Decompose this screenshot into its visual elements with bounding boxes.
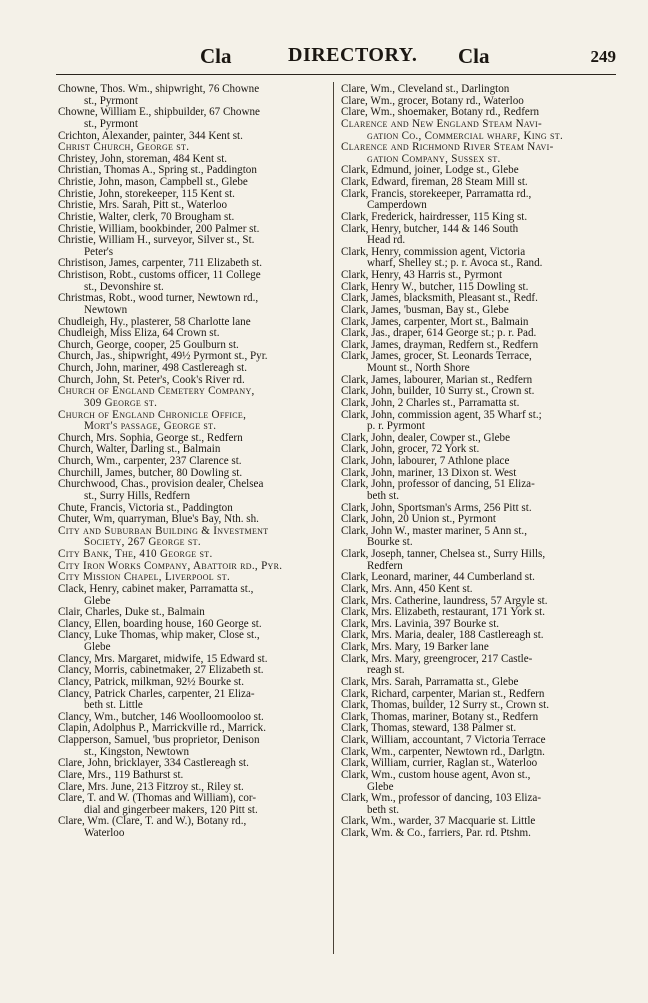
entry-line: Clancy, Patrick, milkman, 92½ Bourke st. — [58, 675, 244, 688]
entry-line: Church of England Chronicle Office, — [58, 408, 247, 421]
header-right-guide: Cla — [458, 44, 490, 68]
entry-line: Clapin, Adolphus P., Marrickville rd., Marrick. — [58, 722, 266, 735]
entry-line: Clark, Joseph, tanner, Chelsea st., Surry Hills, — [341, 548, 546, 560]
entry-line: Clark, James, carpenter, Mort st., Balmain — [341, 315, 529, 328]
entry-line: Clare, T. and W. (Thomas and William), cor- — [58, 792, 257, 805]
directory-entry — [341, 677, 613, 689]
directory-entry — [341, 607, 613, 619]
directory-entry — [58, 235, 330, 258]
entry-line: Clare, Wm., grocer, Botany rd., Waterloo — [341, 94, 524, 107]
entry-line: Christ Church, George st. — [58, 141, 190, 154]
directory-entry — [58, 689, 330, 712]
directory-entry — [341, 735, 613, 747]
entry-line: Clark, Thomas, builder, 12 Surry st., Crown st. — [341, 699, 549, 712]
entry-line: Christie, William, bookbinder, 200 Palmer st. — [58, 222, 260, 235]
entry-line: Clark, Mrs. Maria, dealer, 188 Castlereagh st. — [341, 629, 544, 642]
directory-entry — [58, 363, 330, 375]
entry-line: Clark, James, drayman, Redfern st., Redfern — [341, 338, 539, 351]
entry-line: Clark, John, commission agent, 35 Wharf st.; — [341, 408, 542, 421]
entry-line: Chuter, Wm, quarryman, Blue's Bay, Nth. sh. — [58, 513, 259, 526]
directory-entry — [58, 212, 330, 224]
entry-line: Clark, Wm., professor of dancing, 103 Eliza- — [341, 792, 542, 805]
entry-line: Clancy, Ellen, boarding house, 160 George st. — [58, 617, 262, 630]
entry-line: Clancy, Morris, cabinetmaker, 27 Elizabeth st. — [58, 664, 264, 677]
header-title: DIRECTORY. — [288, 44, 418, 66]
directory-entry — [58, 293, 330, 316]
directory-entry — [341, 177, 613, 189]
directory-entry — [58, 270, 330, 293]
entry-continuation: Waterloo — [84, 827, 125, 839]
entry-line: Chudleigh, Miss Eliza, 64 Crown st. — [58, 327, 220, 340]
directory-entry — [341, 479, 613, 502]
entry-line: Clarence and Richmond River Steam Navi- — [341, 141, 554, 154]
entry-line: Clark, Thomas, mariner, Botany st., Redfern — [341, 710, 539, 723]
entry-continuation: gation Company, Sussex st. — [367, 152, 501, 165]
entry-line: Churchwood, Chas., provision dealer, Chelsea — [58, 478, 264, 491]
entry-continuation: st., Pyrmont — [84, 94, 138, 107]
entry-continuation: beth st. — [367, 489, 400, 502]
entry-line: Clark, Edmund, joiner, Lodge st., Glebe — [341, 164, 519, 177]
entry-line: Clark, Mrs. Catherine, laundress, 57 Argyle st. — [341, 594, 548, 607]
directory-entry — [58, 107, 330, 130]
entry-line: Clark, Mrs. Ann, 450 Kent st. — [341, 582, 473, 595]
directory-entry — [341, 351, 613, 374]
entry-line: Clark, James, 'busman, Bay st., Glebe — [341, 303, 509, 316]
entry-line: Clark, James, labourer, Marian st., Redfern — [341, 373, 533, 386]
directory-entry — [341, 526, 613, 549]
directory-entry — [58, 630, 330, 653]
entry-line: Church, Jas., shipwright, 49½ Pyrmont st., Pyr. — [58, 350, 268, 363]
entry-continuation: Peter's — [84, 245, 114, 258]
entry-line: Chowne, William E., shipbuilder, 67 Chowne — [58, 106, 260, 119]
directory-entry — [58, 549, 330, 561]
entry-line: Clark, Frederick, hairdresser, 115 King st. — [341, 210, 528, 223]
directory-entry — [341, 654, 613, 677]
directory-entry — [58, 177, 330, 189]
entry-line: Clark, Mrs. Mary, 19 Barker lane — [341, 641, 489, 653]
entry-continuation: st., Devonshire st. — [84, 280, 164, 293]
entry-line: City Mission Chapel, Liverpool st. — [58, 571, 231, 584]
directory-entry — [58, 514, 330, 526]
entry-continuation: Bourke st. — [367, 536, 413, 549]
entry-line: Clarence and New England Steam Navi- — [341, 117, 543, 130]
directory-entry — [341, 584, 613, 596]
entry-line: Clark, Jas., draper, 614 George st.; p. r. Pad. — [341, 327, 537, 340]
page-number: 249 — [590, 47, 616, 66]
directory-entry — [58, 607, 330, 619]
entry-line: Clancy, Patrick Charles, carpenter, 21 Eliza- — [58, 687, 255, 700]
directory-entry — [341, 398, 613, 410]
entry-line: Crichton, Alexander, painter, 344 Kent st. — [58, 129, 243, 142]
entry-line: Clark, James, grocer, St. Leonards Terrace, — [341, 350, 532, 363]
entry-line: City Bank, The, 410 George st. — [58, 548, 213, 560]
entry-line: Clark, John, dealer, Cowper st., Glebe — [341, 431, 511, 444]
entry-line: Clark, Mrs. Sarah, Parramatta st., Glebe — [341, 675, 519, 688]
directory-entry — [341, 142, 613, 165]
directory-entry — [58, 526, 330, 549]
directory-entry — [341, 189, 613, 212]
entry-continuation: Mort's passage, George st. — [84, 420, 217, 433]
directory-entry — [58, 584, 330, 607]
entry-line: Clark, Mrs. Elizabeth, restaurant, 171 York st. — [341, 606, 545, 619]
directory-entry — [341, 328, 613, 340]
entry-line: Clark, Leonard, mariner, 44 Cumberland st. — [341, 571, 535, 584]
directory-entry — [341, 642, 613, 654]
entry-line: City and Suburban Building & Investment — [58, 524, 269, 537]
entry-continuation: Redfern — [367, 559, 403, 572]
directory-entry — [341, 456, 613, 468]
entry-continuation: p. r. Pyrmont — [367, 420, 425, 433]
entry-line: Clark, Wm., carpenter, Newtown rd., Darlgtn. — [341, 745, 545, 758]
directory-entry — [341, 305, 613, 317]
entry-continuation: Newtown — [84, 303, 128, 316]
entry-continuation: Glebe — [84, 641, 111, 653]
directory-entry — [341, 410, 613, 433]
entry-continuation: beth st. — [367, 803, 400, 816]
entry-line: Christian, Thomas A., Spring st., Paddington — [58, 164, 257, 177]
entry-continuation: st., Kingston, Newtown — [84, 745, 190, 758]
directory-entry — [341, 224, 613, 247]
entry-line: Clark, John, mariner, 13 Dixon st. West — [341, 466, 517, 479]
entry-line: Clark, John, labourer, 7 Athlone place — [341, 455, 510, 467]
entry-line: Church, Walter, Darling st., Balmain — [58, 443, 221, 456]
entry-line: Clare, Wm. (Clare, T. and W.), Botany rd., — [58, 815, 247, 828]
entry-line: Church, Wm., carpenter, 237 Clarence st. — [58, 455, 242, 467]
entry-line: Clark, Francis, storekeeper, Parramatta rd., — [341, 187, 532, 200]
entry-line: Christison, Robt., customs officer, 11 College — [58, 269, 261, 281]
header-rule — [56, 74, 616, 75]
directory-entry — [58, 677, 330, 689]
entry-line: Clark, Henry, commission agent, Victoria — [341, 245, 526, 258]
left-column — [58, 84, 330, 840]
entry-continuation: wharf, Shelley st.; p. r. Avoca st., Rand. — [367, 257, 543, 270]
entry-continuation: dial and gingerbeer makers, 120 Pitt st. — [84, 803, 258, 816]
directory-entry — [341, 770, 613, 793]
directory-entry — [58, 793, 330, 816]
column-divider — [333, 82, 334, 954]
right-column — [341, 84, 613, 840]
entry-continuation: Mount st., North Shore — [367, 362, 470, 374]
entry-line: Clark, John, Sportsman's Arms, 256 Pitt st. — [341, 501, 532, 514]
entry-line: Clark, Wm. & Co., farriers, Par. rd. Ptshm. — [341, 827, 531, 839]
directory-entry — [341, 119, 613, 142]
directory-entry — [58, 770, 330, 782]
directory-entry — [341, 549, 613, 572]
directory-entry — [341, 212, 613, 224]
entry-line: Clapperson, Samuel, 'bus proprietor, Denison — [58, 734, 260, 746]
entry-line: Clare, Wm., shoemaker, Botany rd., Redfern — [341, 106, 540, 119]
entry-continuation: Glebe — [84, 594, 111, 607]
entry-line: Christison, James, carpenter, 711 Elizabeth st. — [58, 257, 263, 270]
directory-entry — [58, 142, 330, 154]
directory-entry — [341, 700, 613, 712]
directory-entry — [58, 479, 330, 502]
directory-entry — [341, 514, 613, 526]
entry-line: Clack, Henry, cabinet maker, Parramatta st., — [58, 582, 254, 595]
entry-line: Clark, Edward, fireman, 28 Steam Mill st. — [341, 176, 528, 188]
entry-line: Christie, John, storekeeper, 115 Kent st. — [58, 187, 235, 200]
entry-continuation: Head rd. — [367, 234, 406, 247]
entry-line: Chowne, Thos. Wm., shipwright, 76 Chowne — [58, 83, 260, 95]
entry-continuation: gation Co., Commercial wharf, King st. — [367, 129, 564, 142]
entry-line: Christie, John, mason, Campbell st., Glebe — [58, 176, 248, 188]
entry-line: Clark, John, builder, 10 Surry st., Crown st. — [341, 385, 535, 398]
directory-entry — [58, 816, 330, 839]
directory-entry — [341, 793, 613, 816]
entry-line: Church, John, St. Peter's, Cook's River rd. — [58, 373, 245, 386]
entry-line: Clark, John, grocer, 72 York st. — [341, 443, 480, 456]
entry-continuation: Glebe — [367, 780, 394, 793]
directory-entry — [341, 270, 613, 282]
entry-line: Clark, John, professor of dancing, 51 Eliza- — [341, 478, 535, 491]
entry-line: Christmas, Robt., wood turner, Newtown rd., — [58, 292, 259, 305]
entry-line: Clark, John, 2 Charles st., Parramatta st. — [341, 396, 520, 409]
header-left-guide: Cla — [200, 44, 232, 68]
entry-line: Clark, John, 20 Union st., Pyrmont — [341, 513, 497, 526]
directory-entry — [341, 828, 613, 840]
directory-entry — [58, 328, 330, 340]
entry-line: Clark, James, blacksmith, Pleasant st., Redf. — [341, 292, 538, 305]
entry-line: Clare, John, bricklayer, 334 Castlereagh st. — [58, 757, 249, 770]
entry-line: City Iron Works Company, Abattoir rd., Pyr. — [58, 559, 283, 572]
entry-line: Clare, Mrs. June, 213 Fitzroy st., Riley st. — [58, 780, 244, 793]
directory-entry — [58, 410, 330, 433]
entry-line: Clark, Richard, carpenter, Marian st., Redfern — [341, 687, 545, 700]
entry-continuation: Society, 267 George st. — [84, 536, 201, 549]
directory-entry — [58, 456, 330, 468]
directory-entry — [341, 84, 613, 96]
entry-line: Clark, Henry W., butcher, 115 Dowling st. — [341, 280, 529, 293]
entry-line: Clancy, Luke Thomas, whip maker, Close st., — [58, 629, 260, 642]
entry-line: Church, Mrs. Sophia, George st., Redfern — [58, 431, 243, 444]
entry-continuation: st., Pyrmont — [84, 117, 138, 130]
page-header — [56, 44, 616, 76]
entry-line: Christie, Walter, clerk, 70 Brougham st. — [58, 210, 235, 223]
entry-line: Christie, Mrs. Sarah, Pitt st., Waterloo — [58, 199, 227, 212]
entry-line: Clark, John W., master mariner, 5 Ann st., — [341, 524, 527, 537]
entry-continuation: 309 George st. — [84, 396, 158, 409]
entry-line: Church, John, mariner, 498 Castlereagh st. — [58, 362, 248, 374]
entry-continuation: beth st. Little — [84, 699, 143, 712]
entry-line: Clark, Mrs. Lavinia, 397 Bourke st. — [341, 617, 500, 630]
entry-line: Christey, John, storeman, 484 Kent st. — [58, 152, 228, 165]
entry-line: Church, George, cooper, 25 Goulburn st. — [58, 338, 239, 351]
entry-line: Clark, Henry, butcher, 144 & 146 South — [341, 222, 519, 235]
entry-line: Clark, William, accountant, 7 Victoria Terrace — [341, 734, 546, 746]
entry-line: Clancy, Wm., butcher, 146 Woolloomooloo st. — [58, 710, 264, 723]
entry-line: Clark, Thomas, steward, 138 Palmer st. — [341, 722, 517, 735]
entry-line: Clark, Mrs. Mary, greengrocer, 217 Castle- — [341, 652, 533, 665]
entry-line: Clark, Wm., custom house agent, Avon st., — [341, 768, 531, 781]
directory-entry — [341, 247, 613, 270]
entry-line: Clark, Wm., warder, 37 Macquarie st. Little — [341, 815, 536, 828]
directory-entry — [58, 84, 330, 107]
entry-line: Church of England Cemetery Company, — [58, 385, 255, 398]
entry-line: Clare, Mrs., 119 Bathurst st. — [58, 768, 184, 781]
entry-continuation: st., Surry Hills, Redfern — [84, 489, 190, 502]
entry-line: Clancy, Mrs. Margaret, midwife, 15 Edward st. — [58, 652, 268, 665]
entry-line: Clare, Wm., Cleveland st., Darlington — [341, 83, 510, 95]
entry-line: Chute, Francis, Victoria st., Paddington — [58, 501, 233, 514]
entry-line: Christie, William H., surveyor, Silver st., St. — [58, 234, 255, 247]
entry-continuation: Camperdown — [367, 199, 427, 212]
entry-line: Chudleigh, Hy., plasterer, 58 Charlotte lane — [58, 315, 251, 328]
entry-line: Clark, Henry, 43 Harris st., Pyrmont — [341, 269, 503, 281]
entry-line: Clark, William, currier, Raglan st., Waterloo — [341, 757, 538, 770]
directory-entry — [58, 735, 330, 758]
entry-continuation: reagh st. — [367, 664, 405, 677]
directory-entry — [58, 386, 330, 409]
entry-line: Clair, Charles, Duke st., Balmain — [58, 606, 205, 619]
entry-line: Churchill, James, butcher, 80 Dowling st. — [58, 466, 243, 479]
